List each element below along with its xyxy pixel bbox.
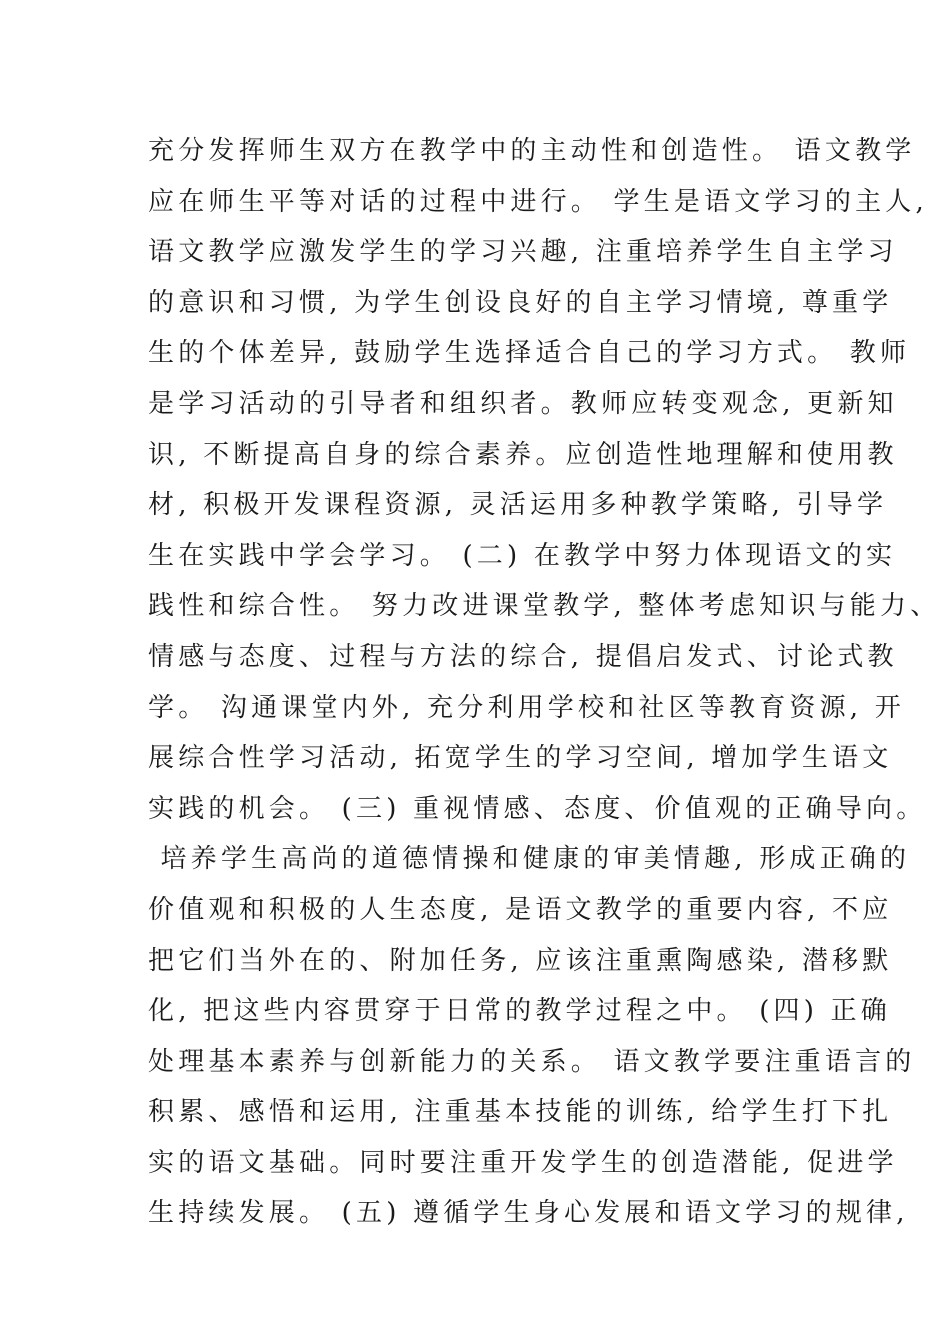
text-line: 实的语文基础。同时要注重开发学生的创造潜能, 促进学 bbox=[148, 1147, 898, 1178]
text-line: 是学习活动的引导者和组织者。教师应转变观念, 更新知 bbox=[148, 388, 898, 419]
text-line: 语文教学应激发学生的学习兴趣, 注重培养学生自主学习 bbox=[148, 237, 898, 268]
text-line: 把它们当外在的、附加任务, 应该注重熏陶感染, 潜移默 bbox=[148, 945, 893, 976]
text-line: 践性和综合性。 努力改进课堂教学, 整体考虑知识与能力、 bbox=[148, 591, 941, 622]
text-line: 应在师生平等对话的过程中进行。 学生是语文学习的主人, bbox=[148, 186, 928, 217]
body-text bbox=[148, 126, 941, 1239]
text-line: 培养学生高尚的道德情操和健康的审美情趣, 形成正确的 bbox=[148, 844, 911, 875]
text-line: 生在实践中学会学习。 (二) 在教学中努力体现语文的实 bbox=[148, 540, 897, 571]
text-line: 情感与态度、过程与方法的综合, 提倡启发式、讨论式教 bbox=[148, 641, 898, 672]
text-line: 学。 沟通课堂内外, 充分利用学校和社区等教育资源, 开 bbox=[148, 692, 905, 723]
text-line: 化, 把这些内容贯穿于日常的教学过程之中。 (四) 正确 bbox=[148, 996, 891, 1027]
text-line: 展综合性学习活动, 拓宽学生的学习空间, 增加学生语文 bbox=[148, 743, 893, 774]
text-line: 价值观和积极的人生态度, 是语文教学的重要内容, 不应 bbox=[148, 894, 893, 925]
text-line: 识, 不断提高自身的综合素养。应创造性地理解和使用教 bbox=[148, 439, 898, 470]
text-line: 的意识和习惯, 为学生创设良好的自主学习情境, 尊重学 bbox=[148, 287, 893, 318]
text-line: 处理基本素养与创新能力的关系。 语文教学要注重语言的 bbox=[148, 1046, 916, 1077]
text-line: 材, 积极开发课程资源, 灵活运用多种教学策略, 引导学 bbox=[148, 490, 888, 521]
text-line: 生持续发展。 (五) 遵循学生身心发展和语文学习的规律, bbox=[148, 1198, 909, 1229]
text-line: 生的个体差异, 鼓励学生选择适合自己的学习方式。 教师 bbox=[148, 338, 911, 369]
text-line: 充分发挥师生双方在教学中的主动性和创造性。 语文教学 bbox=[148, 136, 916, 166]
text-line: 实践的机会。 (三) 重视情感、态度、价值观的正确导向。 bbox=[148, 793, 927, 824]
text-line: 积累、感悟和运用, 注重基本技能的训练, 给学生打下扎 bbox=[148, 1097, 893, 1128]
